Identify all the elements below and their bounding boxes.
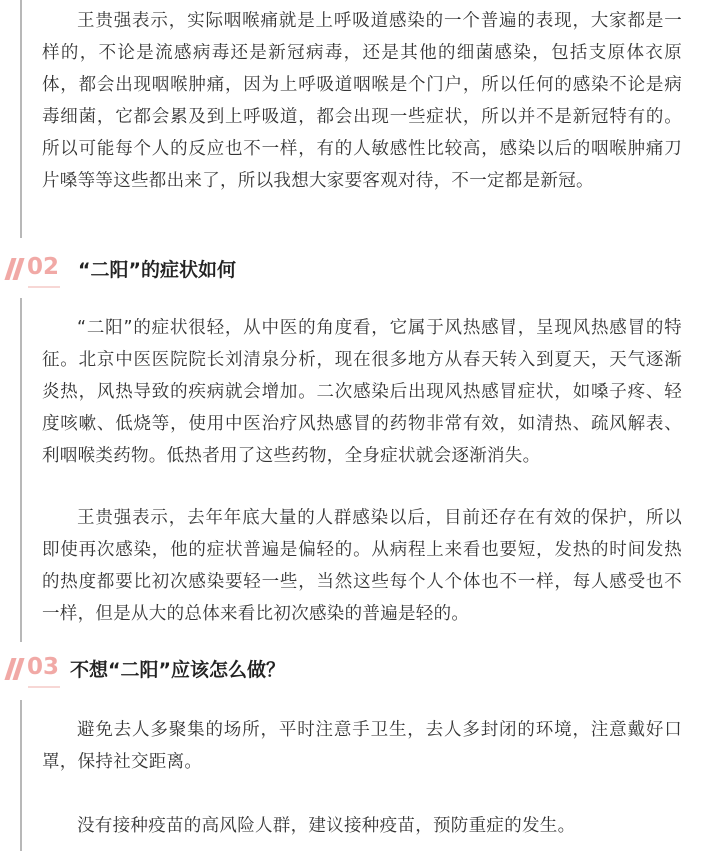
section-title: “二阳”的症状如何 <box>78 259 236 281</box>
paragraph-4: 避免去人多聚集的场所，平时注意手卫生，去人多封闭的环境，注意戴好口罩，保持社交距离。 <box>42 720 682 772</box>
left-rule-3 <box>20 700 22 851</box>
section-number: 02 <box>27 254 60 280</box>
paragraph-5: 没有接种疫苗的高风险人群，建议接种疫苗，预防重症的发生。 <box>77 816 576 836</box>
section-heading-02 <box>0 256 707 290</box>
section-underline <box>28 286 60 288</box>
left-rule-1 <box>20 0 22 238</box>
paragraph-1: 王贵强表示，实际咽喉痛就是上呼吸道感染的一个普遍的表现，大家都是一样的，不论是流感病毒还是新冠病毒，还是其他的细菌感染，包括支原体衣原体，都会出现咽喉肿痛，因为上呼吸道咽喉是个门户，所以任何的感染不论是病毒细菌，它都会累及到上呼吸道，都会出现一些症状，所以并不是新冠特有的。所以可能每个人的反应也不一样，有的人敏感性比较高，感染以后的咽喉肿痛刀片嗓等等这些都出来了，所以我想大家要客观对待，不一定都是新冠。 <box>42 11 682 191</box>
section-underline <box>28 686 60 688</box>
section-title: 不想“二阳”应该怎么做？ <box>70 659 285 681</box>
left-rule-2 <box>20 298 22 642</box>
paragraph-3: 王贵强表示，去年年底大量的人群感染以后，目前还存在有效的保护，所以即使再次感染，他的症状普遍是偏轻的。从病程上来看也要短，发热的时间发热的热度都要比初次感染要轻一些，当然这些每个人个体也不一样，每人感受也不一样，但是从大的总体来看比初次感染的普遍是轻的。 <box>42 508 682 624</box>
section-number: 03 <box>27 654 60 680</box>
section-heading-03 <box>0 656 707 690</box>
paragraph-2: “二阳”的症状很轻，从中医的角度看，它属于风热感冒，呈现风热感冒的特征。北京中医医院院长刘清泉分析，现在很多地方从春天转入到夏天，天气逐渐炎热，风热导致的疾病就会增加。二次感染后出现风热感冒症状，如嗓子疼、轻度咳嗽、低烧等，使用中医治疗风热感冒的药物非常有效，如清热、疏风解表、利咽喉类药物。低热者用了这些药物，全身症状就会逐渐消失。 <box>42 318 682 466</box>
